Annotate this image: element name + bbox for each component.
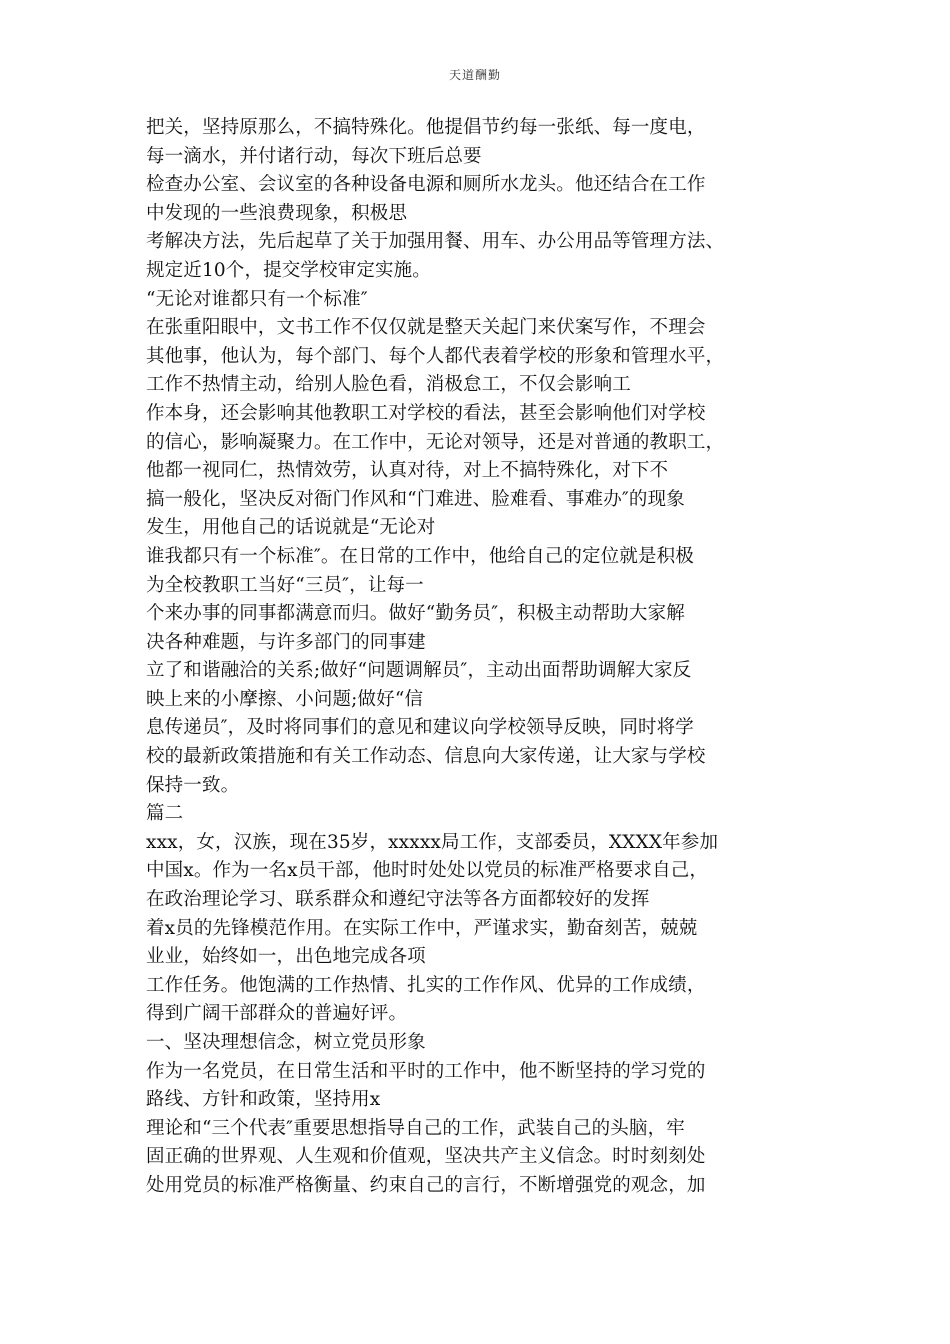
text-line: 息传递员″，及时将同事们的意见和建议向学校领导反映，同时将学 <box>146 717 694 739</box>
text-line: 考解决方法，先后起草了关于加强用餐、用车、办公用品等管理方法、 <box>146 231 725 253</box>
text-line: 检查办公室、会议室的各种设备电源和厕所水龙头。他还结合在工作 <box>146 174 706 196</box>
text-line: 作为一名党员，在日常生活和平时的工作中，他不断坚持的学习党的 <box>146 1060 706 1082</box>
text-line: 校的最新政策措施和有关工作动态、信息向大家传递，让大家与学校 <box>146 746 706 768</box>
text-line: 在政治理论学习、联系群众和遵纪守法等各方面都较好的发挥 <box>146 889 650 911</box>
text-line: 业业，始终如一，出色地完成各项 <box>146 946 426 968</box>
text-line: 立了和谐融洽的关系;做好“问题调解员″，主动出面帮助调解大家反 <box>146 660 692 682</box>
text-line: 把关，坚持原那么，不搞特殊化。他提倡节约每一张纸、每一度电， <box>146 117 706 138</box>
section-heading: “无论对谁都只有一个标准″ <box>146 288 368 310</box>
text-line: 保持一致。 <box>146 774 240 796</box>
text-line: 决各种难题，与许多部门的同事建 <box>146 631 426 653</box>
text-line: 为全校教职工当好“三员″，让每一 <box>146 574 424 596</box>
text-line: 在张重阳眼中，文书工作不仅仅就是整天关起门来伏案写作，不理会 <box>146 317 706 339</box>
text-line: 的信心，影响凝聚力。在工作中，无论对领导，还是对普通的教职工， <box>146 431 725 453</box>
section-heading: 篇二 <box>146 803 184 825</box>
document-body <box>146 114 806 1201</box>
text-line: 谁我都只有一个标准″。在日常的工作中，他给自己的定位就是积极 <box>146 545 694 567</box>
text-line: 中国x。作为一名x员干部，他时时处处以党员的标准严格要求自己， <box>146 860 709 882</box>
text-line: 固正确的世界观、人生观和价值观，坚决共产主义信念。时时刻刻处 <box>146 1146 706 1168</box>
text-line: 搞一般化，坚决反对衙门作风和“门难进、脸难看、事难办″的现象 <box>146 488 685 510</box>
text-line: 路线、方针和政策，坚持用x <box>146 1089 381 1111</box>
text-line: 得到广阔干部群众的普遍好评。 <box>146 1003 408 1025</box>
text-line: xxx，女，汉族，现在35岁，xxxxx局工作，支部委员，XXXX年参加 <box>146 831 719 853</box>
page-header: 天道酬勤 <box>448 68 501 82</box>
text-line: 工作不热情主动，给别人脸色看，消极怠工，不仅会影响工 <box>146 374 631 396</box>
text-line: 其他事，他认为，每个部门、每个人都代表着学校的形象和管理水平， <box>146 345 725 367</box>
text-line: 中发现的一些浪费现象，积极思 <box>146 202 408 224</box>
text-line: 映上来的小摩擦、小问题;做好“信 <box>146 688 424 710</box>
text-line: 个来办事的同事都满意而归。做好“勤务员″，积极主动帮助大家解 <box>146 603 685 625</box>
text-line: 着x员的先锋模范作用。在实际工作中，严谨求实，勤奋刻苦，兢兢 <box>146 917 698 939</box>
text-line: 作本身，还会影响其他教职工对学校的看法，甚至会影响他们对学校 <box>146 402 706 424</box>
text-line: 发生，用他自己的话说就是“无论对 <box>146 517 436 539</box>
text-line: 处用党员的标准严格衡量、约束自己的言行，不断增强党的观念，加 <box>146 1174 706 1196</box>
text-line: 理论和“三个代表″重要思想指导自己的工作，武装自己的头脑，牢 <box>146 1117 685 1139</box>
text-line: 规定近10个，提交学校审定实施。 <box>146 259 431 281</box>
text-line: 每一滴水，并付诸行动，每次下班后总要 <box>146 145 482 167</box>
section-heading: 一、坚决理想信念，树立党员形象 <box>146 1032 426 1053</box>
text-line: 工作任务。他饱满的工作热情、扎实的工作作风、优异的工作成绩， <box>146 974 706 996</box>
text-line: 他都一视同仁，热情效劳，认真对待，对上不搞特殊化，对下不 <box>146 460 669 482</box>
